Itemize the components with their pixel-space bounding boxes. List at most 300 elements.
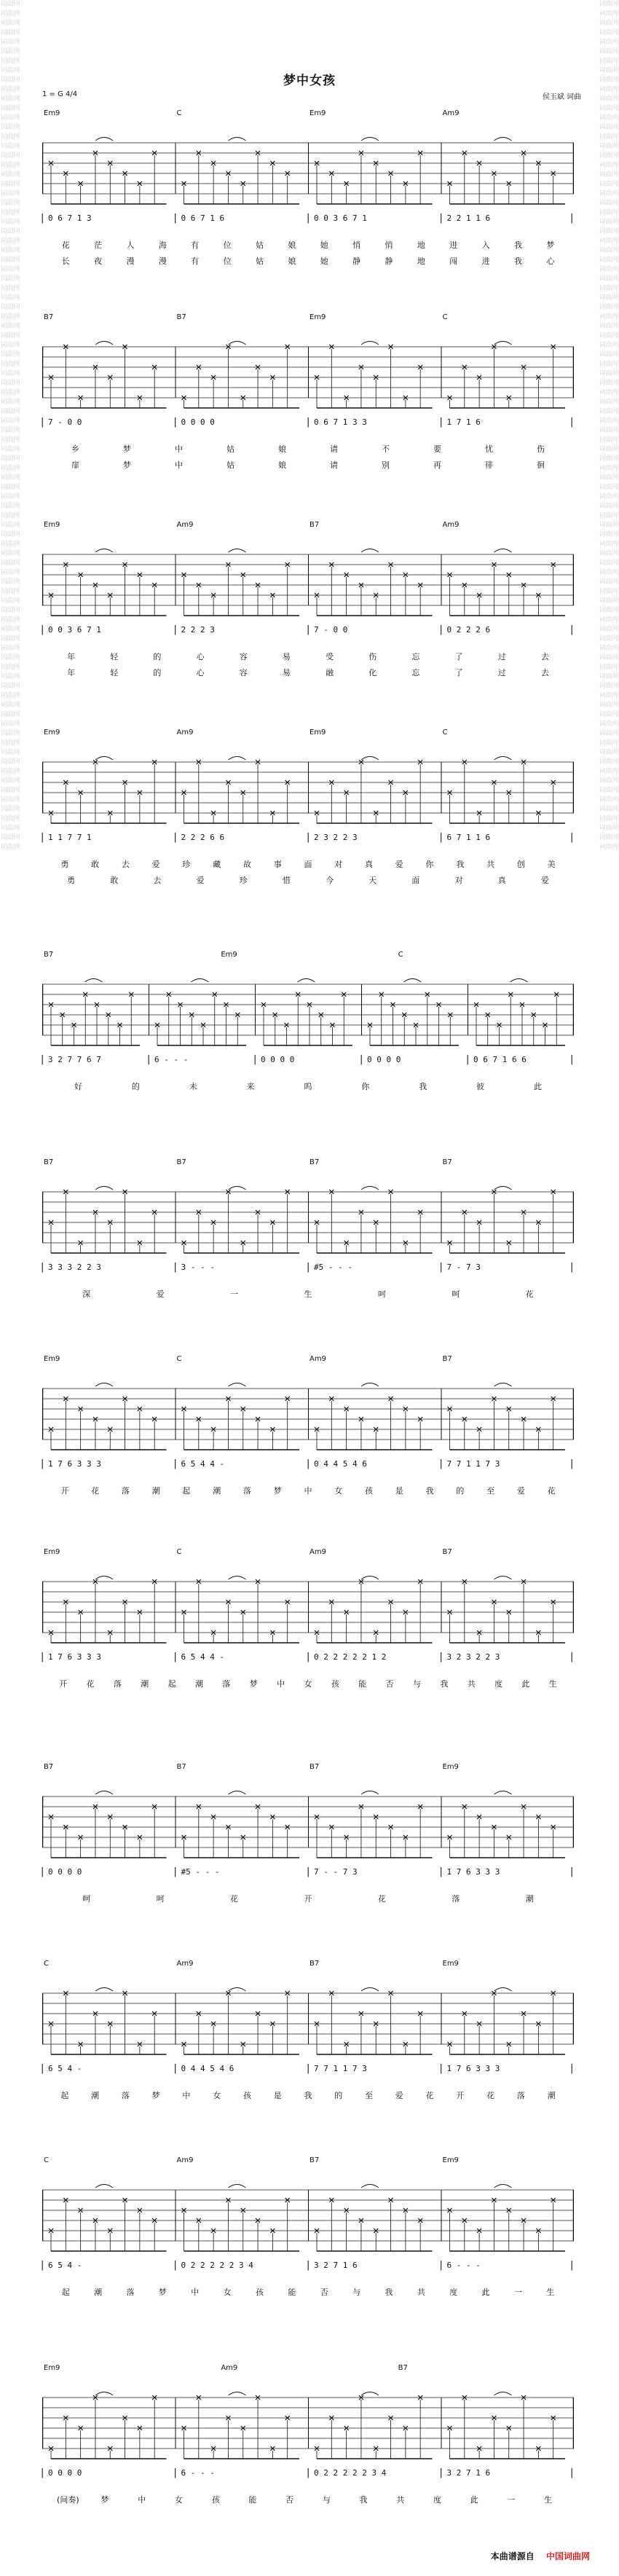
tab-note (256, 1579, 260, 1643)
tab-note (49, 1427, 53, 1450)
slur (361, 549, 379, 553)
tab-note (448, 790, 452, 823)
lyric-char: 好 (74, 1082, 82, 1091)
watermark-text: 词曲网 (599, 493, 619, 500)
watermark-text: 词曲网 (599, 275, 619, 283)
tab-note (49, 811, 53, 823)
tab-note (241, 790, 245, 823)
tab-note (189, 1013, 194, 1045)
tab-note (241, 1835, 245, 1858)
tab-note (374, 593, 378, 616)
lyric-char: 我 (304, 2091, 312, 2100)
chord-row (42, 2364, 574, 2374)
lyric-char: 开 (304, 1894, 312, 1904)
tab-note (474, 1002, 478, 1045)
footer (491, 2550, 590, 2562)
tab-note (462, 151, 467, 204)
tab-note (507, 573, 511, 616)
watermark-right (599, 0, 619, 2576)
song-title: 梦中女孩 (283, 74, 336, 88)
measure-notes: 6 5 4 4 - (181, 1652, 225, 1662)
lyric-char: 心 (196, 668, 205, 678)
lyric-char: 地 (417, 256, 425, 266)
tab-note (256, 365, 260, 408)
lyric-char: 生 (544, 2495, 553, 2505)
watermark-text: 词曲网 (0, 58, 20, 65)
tab-note (331, 1023, 335, 1045)
tab-note (389, 780, 393, 823)
lyric-char: 彼 (476, 1082, 485, 1091)
chord-name: Am9 (176, 2156, 194, 2164)
watermark-text: 词曲网 (599, 58, 619, 65)
tab-note (359, 2011, 363, 2054)
lyric-char: 敢 (110, 876, 119, 885)
tab-note (241, 2042, 245, 2054)
lyric-char: 梦 (100, 2495, 109, 2505)
number-barline: | (439, 2260, 443, 2271)
tab-note (63, 780, 68, 823)
tab-note (492, 345, 496, 408)
lyric-char: 真 (497, 876, 506, 885)
slur (510, 979, 527, 983)
watermark-text: 词曲网 (0, 484, 20, 491)
watermark-text: 词曲网 (599, 95, 619, 103)
lyric-char: 容 (239, 668, 248, 678)
site-name: 中国词曲网 (545, 2551, 590, 2561)
lyric-char: 落 (121, 1486, 130, 1496)
tab-note (536, 1220, 540, 1253)
tab-note (389, 171, 393, 204)
tab-note (477, 375, 481, 408)
chord-name: B7 (310, 521, 320, 529)
watermark-text: 词曲网 (0, 1, 20, 8)
lyric-char: 梦 (546, 240, 555, 250)
watermark-text: 词曲网 (0, 351, 20, 358)
watermark-text: 词曲网 (599, 86, 619, 93)
tab-note (182, 2208, 186, 2251)
tab-note (551, 345, 556, 408)
lyric-char: 开 (456, 2091, 465, 2100)
lyric-char: 潮 (213, 1486, 221, 1496)
lyric-char: 女 (213, 2091, 221, 2100)
tab-note (551, 171, 556, 204)
measure-notes: 3 2 7 7 6 7 (48, 1055, 101, 1064)
lyric-char: 的 (456, 1486, 465, 1496)
staff-system (42, 729, 574, 903)
lyric-char: 我 (425, 1486, 434, 1496)
tab-note (63, 2198, 68, 2251)
tab-note (226, 2198, 230, 2251)
tab-note (403, 573, 408, 616)
tab-staff (42, 338, 574, 411)
chord-name: Am9 (176, 521, 194, 529)
tab-note (270, 2446, 275, 2459)
chord-row (42, 1960, 574, 1970)
measure-notes: 6 5 4 - (48, 2261, 82, 2270)
tab-note (551, 1991, 556, 2054)
lyric-char: 呵 (452, 1289, 460, 1299)
watermark-text: 词曲网 (599, 247, 619, 254)
tab-note (507, 1407, 511, 1450)
watermark-text: 词曲网 (0, 152, 20, 160)
tab-note (108, 1427, 112, 1450)
watermark-text: 词曲网 (599, 351, 619, 358)
tab-note (536, 2229, 540, 2251)
tab-note (226, 345, 230, 408)
tab-note (448, 2208, 452, 2251)
chord-name: C (44, 2156, 49, 2164)
watermark-text: 词曲网 (0, 247, 20, 254)
measure-notes: #5 - - - (314, 1263, 352, 1272)
lyric-char: 要 (433, 444, 441, 454)
tab-note (152, 1210, 157, 1253)
numbered-notation-row (42, 2468, 574, 2480)
tab-note (285, 780, 290, 823)
tab-note (448, 1407, 452, 1450)
tab-note (152, 151, 157, 204)
tab-staff (42, 1984, 574, 2057)
chord-name: Em9 (221, 951, 237, 959)
watermark-text: 词曲网 (599, 162, 619, 169)
tab-note (285, 171, 290, 204)
tab-note (536, 1427, 540, 1450)
watermark-text: 词曲网 (599, 361, 619, 368)
tab-note (95, 1002, 99, 1045)
measure-notes: 7 - 0 0 (314, 625, 348, 635)
tab-note (138, 1241, 142, 1253)
lyric-char: 起 (182, 1486, 191, 1496)
measure-notes: 3 3 3 2 2 3 (48, 1263, 101, 1272)
lyric-char: 我 (359, 2495, 368, 2505)
tab-note (543, 1023, 548, 1045)
tab-note (551, 780, 556, 823)
lyric-char: 年 (67, 668, 76, 678)
tab-note (492, 2198, 496, 2251)
lyric-char: 容 (239, 652, 248, 661)
watermark-text: 词曲网 (599, 370, 619, 377)
measure-notes: #5 - - - (181, 1867, 220, 1877)
lyric-char: 请 (330, 460, 338, 470)
tab-note (285, 1397, 290, 1450)
number-barline: | (439, 417, 443, 428)
lyric-char: 呜 (304, 1082, 312, 1091)
tab-note (403, 2042, 408, 2054)
measure-notes: 7 7 1 1 7 3 (314, 2064, 367, 2073)
lyric-char: 易 (282, 668, 291, 678)
tab-note (374, 1815, 378, 1858)
lyric-char: 去 (121, 860, 130, 869)
watermark-text: 词曲网 (0, 398, 20, 406)
watermark-text: 词曲网 (0, 332, 20, 339)
watermark-text: 词曲网 (0, 48, 20, 55)
measure-notes: 6 - - - (181, 2468, 215, 2478)
tab-note (197, 1579, 201, 1643)
tab-note (329, 562, 334, 616)
tab-note (418, 365, 422, 408)
lyric-char: 的 (131, 1082, 140, 1091)
tab-note (418, 2011, 422, 2054)
tab-note (551, 1190, 556, 1253)
tab-note (448, 1835, 452, 1858)
staff-system (42, 2156, 574, 2331)
slur (229, 1791, 246, 1795)
number-barline: | (173, 1458, 177, 1469)
watermark-text: 词曲网 (0, 635, 20, 643)
watermark-text: 词曲网 (599, 588, 619, 595)
number-barline: | (173, 2063, 177, 2074)
lyric-char: 至 (365, 2091, 374, 2100)
lyric-char: 徊 (537, 460, 545, 470)
number-barline: | (41, 1866, 44, 1877)
lyric-char: 中 (138, 2495, 146, 2505)
lyric-char: 融 (326, 668, 334, 678)
tab-note (63, 1991, 68, 2054)
slur (95, 549, 113, 553)
tab-note (93, 151, 98, 204)
number-barline: | (570, 2063, 574, 2074)
lyric-char: 漫 (158, 256, 167, 266)
number-barline: | (253, 1054, 257, 1065)
watermark-text: 词曲网 (599, 294, 619, 302)
tab-note (389, 1825, 393, 1858)
tab-note (477, 593, 481, 616)
lyric-char: 勇 (60, 860, 69, 869)
lyric-char: 去 (540, 668, 549, 678)
slur (494, 2392, 512, 2396)
watermark-text: 词曲网 (599, 654, 619, 661)
number-barline: | (439, 2467, 443, 2478)
number-barline: | (41, 624, 44, 635)
tab-note (182, 1241, 186, 1253)
tab-note (344, 790, 349, 823)
watermark-left (0, 0, 20, 2576)
numbered-notation-row (42, 1263, 574, 1274)
tab-note (226, 1991, 230, 2054)
watermark-text: 词曲网 (0, 673, 20, 680)
chord-name: B7 (44, 951, 54, 959)
tab-note (129, 992, 133, 1045)
slur (361, 1791, 379, 1795)
watermark-text: 词曲网 (599, 143, 619, 150)
watermark-text: 词曲网 (0, 503, 20, 510)
lyric-line (42, 651, 574, 662)
tab-note (197, 1805, 201, 1858)
tab-note (448, 2042, 452, 2054)
tab-note (123, 345, 127, 408)
tab-note (285, 345, 290, 408)
tab-note (344, 1610, 349, 1643)
tab-note (93, 760, 98, 823)
number-barline: | (439, 1652, 443, 1662)
tab-note (315, 2022, 319, 2054)
lyric-char: 梦 (158, 2288, 167, 2297)
tab-note (342, 992, 346, 1045)
tab-note (507, 2426, 511, 2459)
tab-note (256, 1417, 260, 1450)
chord-name: B7 (310, 1763, 320, 1771)
tab-note (329, 1825, 334, 1858)
tab-note (418, 583, 422, 616)
lyric-char: 此 (470, 2495, 478, 2505)
lyric-char: 梦 (249, 1679, 258, 1689)
lyric-char: 开 (59, 1679, 68, 1689)
tab-note (108, 1815, 112, 1858)
watermark-text: 词曲网 (599, 844, 619, 851)
tab-note (138, 573, 142, 616)
watermark-text: 词曲网 (0, 474, 20, 482)
tab-note (462, 760, 467, 823)
tab-note (152, 2395, 157, 2459)
number-barline: | (360, 1054, 363, 1065)
lyric-char: 你 (361, 1082, 370, 1091)
tab-note (108, 375, 112, 408)
watermark-text: 词曲网 (0, 844, 20, 851)
watermark-text: 词曲网 (599, 114, 619, 122)
lyric-line (42, 443, 574, 455)
watermark-text: 词曲网 (599, 417, 619, 425)
watermark-text: 词曲网 (599, 285, 619, 292)
watermark-text: 词曲网 (0, 171, 20, 178)
tab-note (197, 151, 201, 204)
tab-note (63, 1190, 68, 1253)
watermark-text: 词曲网 (0, 86, 20, 93)
watermark-text: 词曲网 (0, 95, 20, 103)
tab-note (285, 1190, 290, 1253)
staff-system (42, 109, 574, 284)
lyric-char: 花 (547, 1486, 556, 1496)
tab-note (508, 992, 513, 1045)
lyric-char: 对 (454, 876, 463, 885)
tab-note (492, 780, 496, 823)
tab-note (389, 1397, 393, 1450)
watermark-text: 词曲网 (599, 1, 619, 8)
slur (361, 1187, 379, 1190)
lyric-char: 娘 (278, 444, 286, 454)
tab-note (285, 1600, 290, 1643)
tab-note (63, 2416, 68, 2459)
tab-note (315, 2446, 319, 2459)
watermark-text: 词曲网 (0, 219, 20, 226)
watermark-text: 词曲网 (599, 503, 619, 510)
numbered-notation-row (42, 417, 574, 429)
lyric-char: 花 (377, 1894, 386, 1904)
chord-name: Em9 (44, 2364, 60, 2372)
tab-note (123, 1825, 127, 1858)
watermark-text: 词曲网 (599, 616, 619, 624)
watermark-text: 词曲网 (599, 200, 619, 207)
lyric-char: 入 (481, 240, 490, 250)
number-barline: | (173, 2467, 177, 2478)
lyric-char: 珍 (182, 860, 191, 869)
tab-note (329, 780, 334, 823)
tab-note (418, 1417, 422, 1450)
watermark-text: 词曲网 (0, 228, 20, 235)
chord-name: B7 (310, 2156, 320, 2164)
watermark-text: 词曲网 (0, 683, 20, 690)
watermark-text: 词曲网 (599, 380, 619, 387)
tab-note (241, 396, 245, 408)
lyric-char: 与 (412, 1679, 421, 1689)
tab-note (182, 573, 186, 616)
tab-note (63, 1600, 68, 1643)
tab-note (477, 161, 481, 204)
tab-note (108, 161, 112, 204)
lyric-char: 孩 (211, 2495, 220, 2505)
tab-note (256, 2395, 260, 2459)
tab-note (79, 1610, 83, 1643)
lyric-char: 度 (494, 1679, 503, 1689)
lyric-char: 忘 (411, 652, 420, 661)
number-barline: | (439, 624, 443, 635)
lyric-char: 伤 (368, 652, 377, 661)
chord-name: B7 (176, 313, 186, 321)
chord-row (42, 1355, 574, 1365)
tab-note (211, 811, 216, 823)
lyric-line (42, 2494, 574, 2505)
tab-note (329, 2198, 334, 2251)
tab-note (315, 1815, 319, 1858)
tab-note (551, 2198, 556, 2251)
chord-name: C (176, 1548, 182, 1556)
chord-name: Am9 (310, 1548, 326, 1556)
watermark-text: 词曲网 (0, 512, 20, 519)
watermark-text: 词曲网 (599, 342, 619, 349)
tab-note (93, 583, 98, 616)
watermark-text: 词曲网 (0, 607, 20, 614)
tab-note (273, 1013, 277, 1045)
tab-note (551, 1825, 556, 1858)
tab-note (329, 1600, 334, 1643)
number-barline: | (41, 2063, 44, 2074)
tab-note (418, 760, 422, 823)
tab-note (224, 1002, 229, 1045)
tab-note (182, 396, 186, 408)
tab-note (477, 1815, 481, 1858)
tab-note (477, 1427, 481, 1450)
tab-note (226, 562, 230, 616)
lyric-char: 花 (486, 2091, 495, 2100)
lyric-char: 生 (548, 1679, 557, 1689)
slur (361, 2185, 379, 2188)
number-barline: | (41, 1262, 44, 1273)
watermark-text: 词曲网 (0, 190, 20, 197)
chord-name: Am9 (310, 1355, 326, 1363)
tab-note (197, 1417, 201, 1450)
tab-note (374, 1220, 378, 1253)
tab-note (374, 2446, 378, 2459)
watermark-text: 词曲网 (0, 796, 20, 804)
tab-note (344, 1407, 349, 1450)
number-barline: | (173, 417, 177, 428)
tab-note (477, 811, 481, 823)
tab-note (49, 1815, 53, 1858)
tab-note (329, 2416, 334, 2459)
tab-note (403, 181, 408, 204)
lyric-char: 落 (126, 2288, 135, 2297)
watermark-text: 词曲网 (0, 29, 20, 36)
tab-note (211, 1815, 216, 1858)
lyric-line (42, 1893, 574, 1904)
measure-notes: 6 5 4 - (48, 2064, 82, 2073)
lyric-char: 中 (191, 2288, 200, 2297)
measure-notes: 3 2 7 1 6 (314, 2261, 358, 2270)
slur (361, 1383, 379, 1387)
chord-row (42, 313, 574, 323)
watermark-text: 词曲网 (599, 332, 619, 339)
chord-name: B7 (442, 1158, 452, 1166)
lyric-line (42, 1485, 574, 1496)
slur (361, 2392, 379, 2396)
